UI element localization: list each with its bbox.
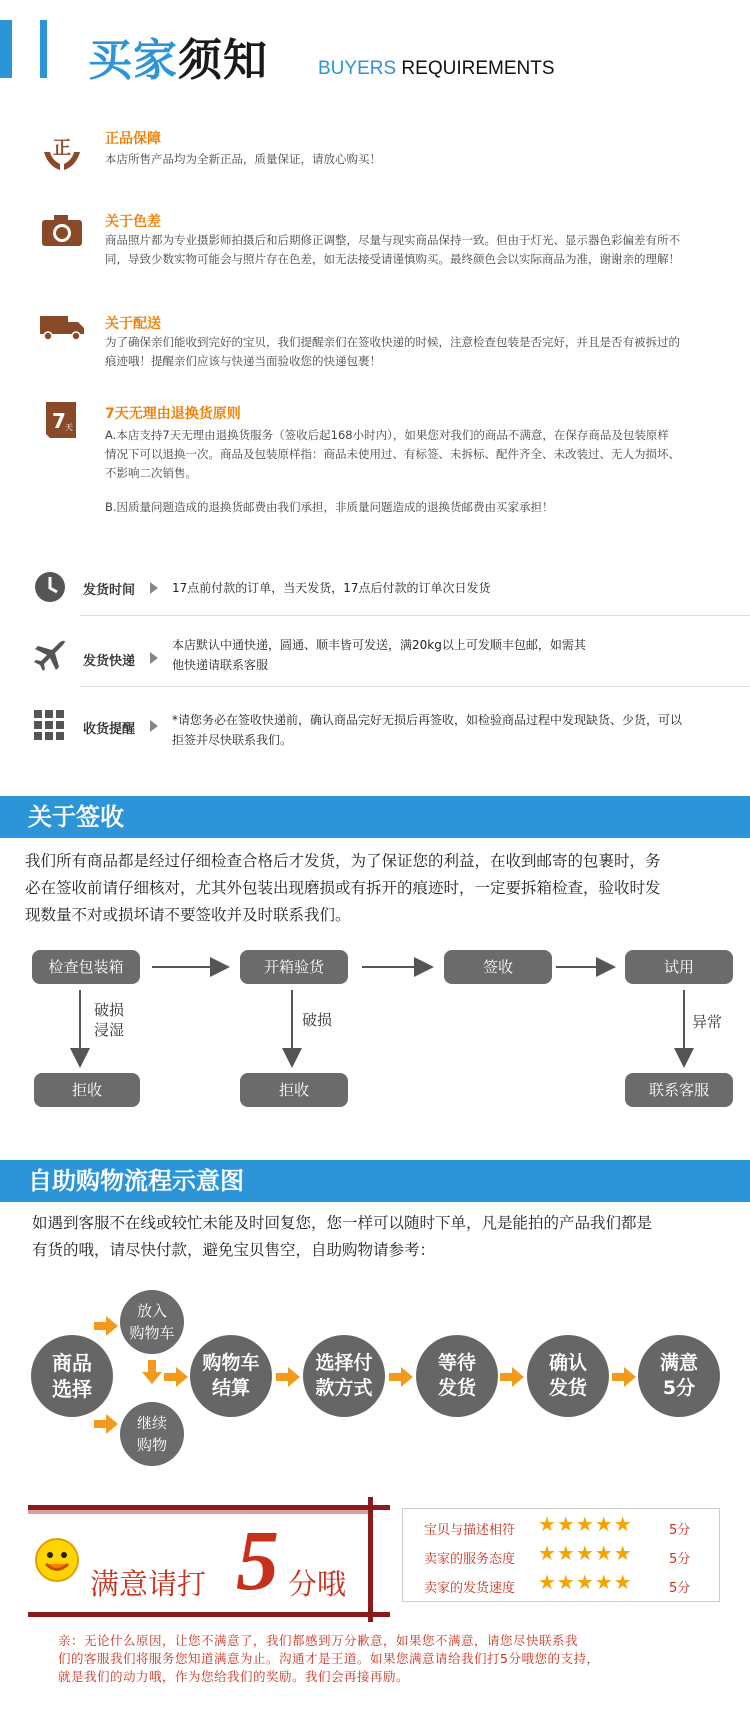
triangle-right-icon	[150, 652, 158, 664]
orange-arrow-icon	[500, 1367, 524, 1387]
divider	[80, 686, 750, 687]
branch-label: 异常	[692, 1013, 723, 1031]
svg-text:正: 正	[53, 138, 71, 159]
rating-score: 5分	[669, 1523, 691, 1538]
policy-title: 7天无理由退换货原则	[105, 406, 241, 422]
policy-text-line: 同，导致少数实物可能会与照片存在色差，如无法接受请谨慎购买。最终颜色会以实际商品为准，谢谢亲的理解！	[105, 252, 680, 266]
star-rating-icon: ★★★★★	[538, 1512, 633, 1536]
star-rating-icon: ★★★★★	[538, 1570, 633, 1594]
footer-line: 就是我们的动力哦，作为您给我们的奖励。我们会再接再励。	[58, 1669, 410, 1684]
svg-text:天: 天	[65, 423, 73, 432]
shipping-text	[172, 710, 682, 750]
seven-day-return-icon	[44, 400, 88, 440]
branch-label-line: 破损	[94, 1001, 125, 1019]
step-line: 购物	[136, 1436, 167, 1454]
section-title: 关于签收	[28, 803, 124, 831]
policy-text-line: 不影响二次销售。	[105, 466, 197, 480]
orange-arrow-icon	[389, 1367, 413, 1387]
step-line: 发货	[548, 1377, 587, 1399]
policy-text-line: 情况下可以退换一次。商品及包装原样指：商品未使用过、有标签、未拆标、配件齐全、未改装过、无人为损坏、	[105, 447, 680, 461]
paragraph-line: 有货的哦，请尽快付款，避免宝贝售空，自助购物请参考：	[32, 1241, 436, 1259]
rating-label: 卖家的发货速度	[424, 1581, 516, 1596]
step-line: 购物车	[202, 1352, 260, 1374]
orange-arrow-icon	[142, 1360, 162, 1384]
shop-paragraph	[32, 1210, 732, 1264]
rating-prompt-left: 满意请打	[90, 1567, 207, 1601]
shipping-text-line: 拒签并尽快联系我们。	[172, 733, 293, 747]
policy-text	[105, 231, 680, 269]
policy-title: 正品保障	[105, 131, 161, 147]
shipping-text-line: *请您务必在签收快递前，确认商品完好无损后再签收，如检验商品过程中发现缺货、少货，可以	[172, 713, 683, 727]
outcome-reject: 拒收	[240, 1073, 348, 1107]
star-rating-icon: ★★★★★	[538, 1541, 633, 1565]
orange-arrow-icon	[276, 1367, 300, 1387]
policy-text-line: 本店所售产品均为全新正品，质量保证，请放心购买！	[105, 152, 381, 166]
page-subtitle	[318, 58, 555, 80]
step-line: 发货	[437, 1377, 476, 1399]
sign-paragraph	[25, 848, 735, 929]
step-line: 购物车	[129, 1324, 175, 1342]
step-line: 选择	[52, 1377, 92, 1401]
shipping-text	[172, 578, 491, 598]
policy-text	[105, 150, 381, 169]
policy-text-line: 商品照片都为专业摄影师拍摄后和后期修正调整，尽量与现实商品保持一致。但由于灯光、显示器色彩偏差有所不	[105, 233, 680, 247]
step-line: 选择付	[315, 1352, 373, 1374]
orange-arrow-icon	[164, 1367, 188, 1387]
step-line: 结算	[211, 1377, 250, 1399]
flow-step-trial: 试用	[625, 950, 733, 984]
policy-title: 关于配送	[105, 316, 161, 332]
shipping-label: 发货快递	[83, 654, 136, 669]
page-subtitle-part2: REQUIREMENTS	[401, 58, 555, 79]
rating-big-number: 5	[236, 1512, 279, 1608]
footer-note	[58, 1632, 738, 1686]
footer-line: 们的客服我们将服务您知道满意为止。沟通才是王道。如果您满意请给我们打5分哦您的支持，	[58, 1651, 600, 1666]
flow-step-sign: 签收	[444, 950, 552, 984]
policy-text-extra: B.因质量问题造成的退换货邮费由我们承担，非质量问题造成的退换货邮费由买家承担！	[105, 500, 554, 514]
step-line: 确认	[548, 1352, 587, 1374]
shipping-text-line: 17点前付款的订单，当天发货，17点后付款的订单次日发货	[172, 581, 491, 595]
header-accent-bar	[0, 20, 12, 78]
section-title: 自助购物流程示意图	[28, 1167, 244, 1195]
triangle-right-icon	[150, 720, 158, 732]
grid-icon	[34, 710, 68, 744]
page-title-part1: 买家	[88, 35, 178, 86]
policy-text-line: A.本店支持7天无理由退换货服务（签收后起168小时内），如果您对我们的商品不满意，在保存商品及包装原样	[105, 428, 669, 442]
rating-frame	[28, 1497, 390, 1622]
svg-text:7: 7	[52, 409, 66, 433]
step-line: 满意	[659, 1352, 698, 1374]
flow-step-open-inspect: 开箱验货	[240, 950, 348, 984]
orange-arrow-icon	[612, 1367, 636, 1387]
shipping-label: 收货提醒	[83, 722, 136, 737]
divider	[80, 615, 750, 616]
branch-label	[94, 1000, 124, 1040]
header-accent-bar-thin	[40, 20, 47, 78]
triangle-right-icon	[150, 582, 158, 594]
branch-label: 破损	[302, 1011, 333, 1029]
paragraph-line: 我们所有商品都是经过仔细检查合格后才发货，为了保证您的利益，在收到邮寄的包裹时，务	[25, 852, 661, 870]
outcome-contact-service: 联系客服	[625, 1073, 733, 1107]
orange-arrow-icon	[94, 1316, 118, 1336]
rating-label: 宝贝与描述相符	[424, 1523, 516, 1538]
step-line: 5分	[662, 1377, 696, 1399]
shop-section-banner	[0, 1160, 750, 1202]
flow-step-check-box: 检查包装箱	[32, 950, 140, 984]
step-line: 款方式	[315, 1377, 373, 1399]
page-subtitle-part1: BUYERS	[318, 58, 397, 79]
step-line: 等待	[437, 1352, 476, 1374]
policy-text-line: 痕迹哦！提醒亲们应该与快递当面验收您的快递包裹！	[105, 354, 381, 368]
policy-text-line: 为了确保亲们能收到完好的宝贝，我们提醒亲们在签收快递的时候，注意检查包装是否完好，并且是否有被拆过的	[105, 335, 680, 349]
airplane-icon	[32, 638, 66, 672]
step-line: 商品	[52, 1351, 92, 1375]
branch-label-line: 浸湿	[94, 1021, 125, 1039]
paragraph-line: 必在签收前请仔细核对，尤其外包装出现磨损或有拆开的痕迹时，一定要拆箱检查，验收时发	[25, 879, 661, 897]
shop-flow-arrows	[0, 1290, 750, 1470]
sign-section-banner	[0, 796, 750, 838]
rating-prompt-right: 分哦	[288, 1567, 347, 1601]
paragraph-line: 现数量不对或损坏请不要签收并及时联系我们。	[25, 906, 351, 924]
step-line: 放入	[136, 1302, 167, 1320]
shipping-text-line: 本店默认中通快递，圆通、顺丰皆可发送，满20kg以上可发顺丰包邮，如需其	[172, 638, 586, 652]
rating-label: 卖家的服务态度	[424, 1552, 516, 1567]
smiley-face-icon	[34, 1537, 80, 1583]
page-title-part2: 须知	[178, 35, 268, 86]
camera-icon	[40, 212, 84, 252]
rating-score: 5分	[669, 1581, 691, 1596]
delivery-truck-icon	[38, 312, 82, 352]
outcome-reject: 拒收	[34, 1073, 140, 1107]
clock-icon	[34, 571, 68, 605]
orange-arrow-icon	[94, 1414, 118, 1434]
shipping-text-line: 他快递请联系客服	[172, 658, 269, 672]
policy-text	[105, 426, 680, 483]
policy-title: 关于色差	[105, 214, 161, 230]
shipping-label: 发货时间	[83, 583, 136, 598]
policy-text	[105, 333, 680, 371]
page-title	[88, 24, 268, 88]
paragraph-line: 如遇到客服不在线或较忙未能及时回复您，您一样可以随时下单，凡是能拍的产品我们都是	[32, 1214, 653, 1232]
shipping-text	[172, 635, 586, 675]
genuine-guarantee-icon	[40, 130, 84, 170]
rating-score: 5分	[669, 1552, 691, 1567]
footer-line: 亲：无论什么原因，让您不满意了，我们都感到万分歉意，如果您不满意，请您尽快联系我	[58, 1633, 579, 1648]
step-line: 继续	[136, 1414, 167, 1432]
